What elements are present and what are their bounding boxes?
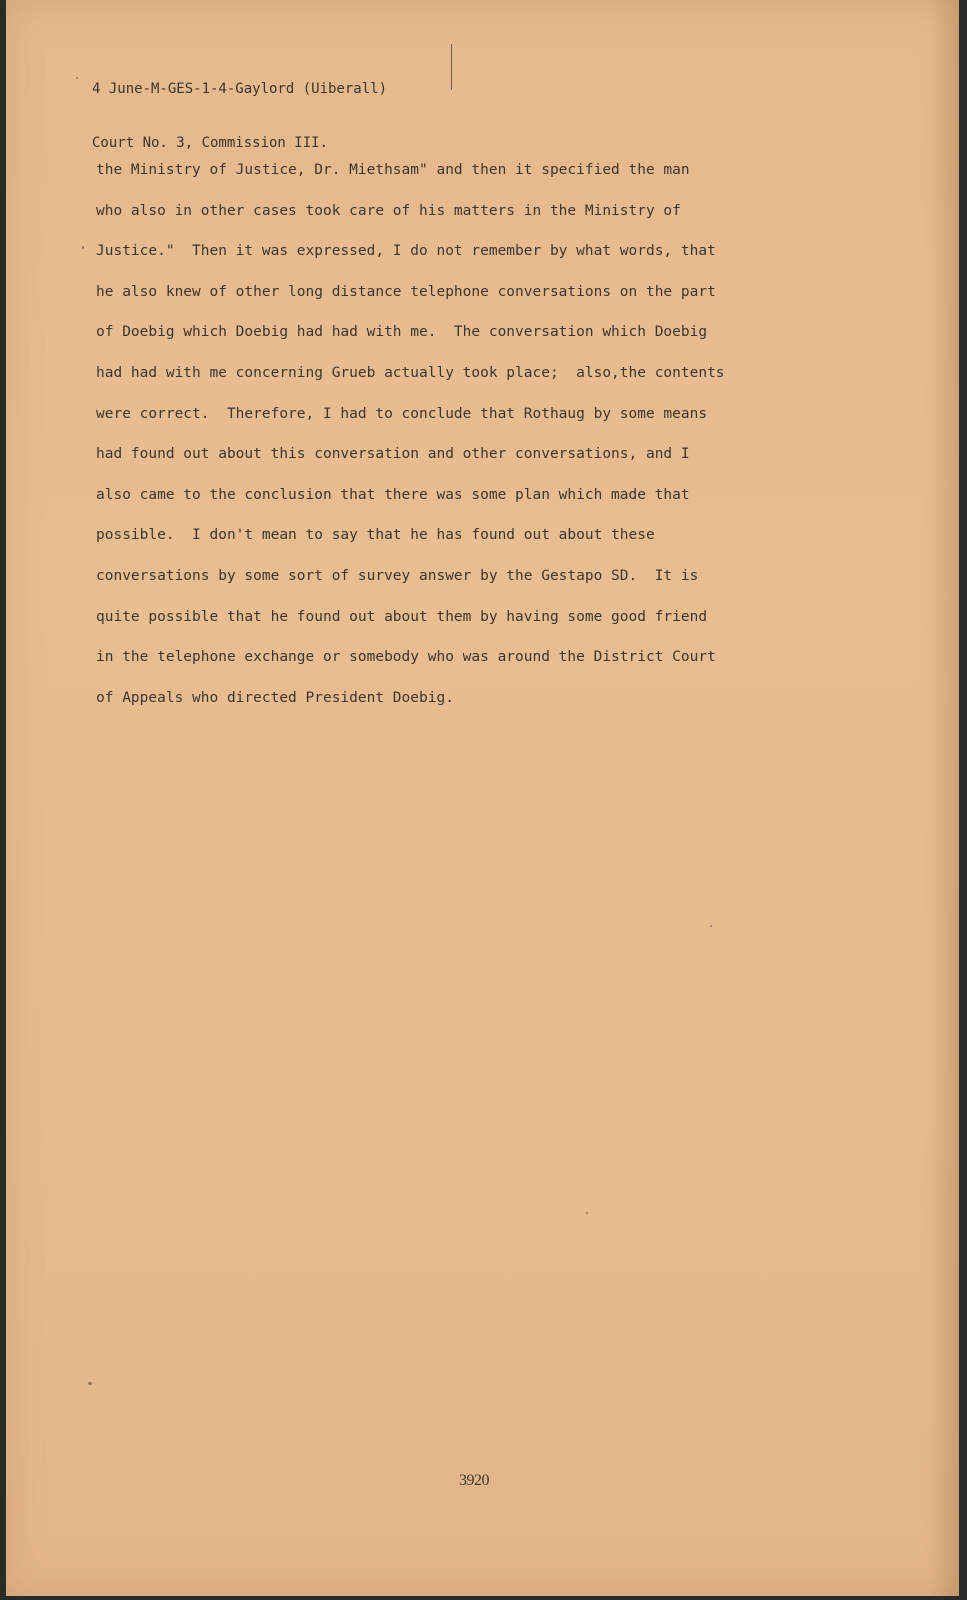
document-page [6, 0, 959, 1596]
transcript-line-6: had had with me concerning Grueb actually took place; also,the contents [96, 364, 725, 381]
transcript-line-9: also came to the conclusion that there was some plan which made that [96, 486, 690, 503]
paper-speck [82, 246, 84, 249]
transcript-line-2: who also in other cases took care of his matters in the Ministry of [96, 202, 681, 219]
transcript-line-14: of Appeals who directed President Doebig. [96, 689, 454, 706]
transcript-line-3: Justice." Then it was expressed, I do not remember by what words, that [96, 243, 716, 260]
paper-speck [76, 77, 78, 79]
transcript-line-12: quite possible that he found out about them by having some good friend [96, 608, 708, 625]
transcript-line-5: of Doebig which Doebig had had with me. The conversation which Doebig [96, 324, 708, 341]
paper-speck [586, 1212, 588, 1214]
header-line-1: 4 June-M-GES-1-4-Gaylord (Uiberall) [92, 81, 388, 97]
transcript-line-8: had found out about this conversation and other conversations, and I [96, 446, 690, 463]
header-line-2: Court No. 3, Commission III. [92, 135, 329, 151]
transcript-line-1: the Ministry of Justice, Dr. Miethsam" and then it specified the man [96, 162, 690, 178]
transcript-line-7: were correct. Therefore, I had to conclude that Rothaug by some means [96, 405, 708, 422]
transcript-line-4: he also knew of other long distance telephone conversations on the part [96, 283, 716, 300]
page-number: 3920 [459, 1472, 489, 1489]
transcript-line-13: in the telephone exchange or somebody who was around the District Court [96, 649, 716, 666]
transcript-line-11: conversations by some sort of survey answer by the Gestapo SD. It is [96, 567, 699, 584]
header-bracket-mark [447, 44, 452, 90]
transcript-body [96, 150, 936, 718]
paper-speck [710, 925, 712, 927]
transcript-line-10: possible. I don't mean to say that he has found out about these [96, 527, 655, 544]
paper-speck [88, 1382, 92, 1385]
